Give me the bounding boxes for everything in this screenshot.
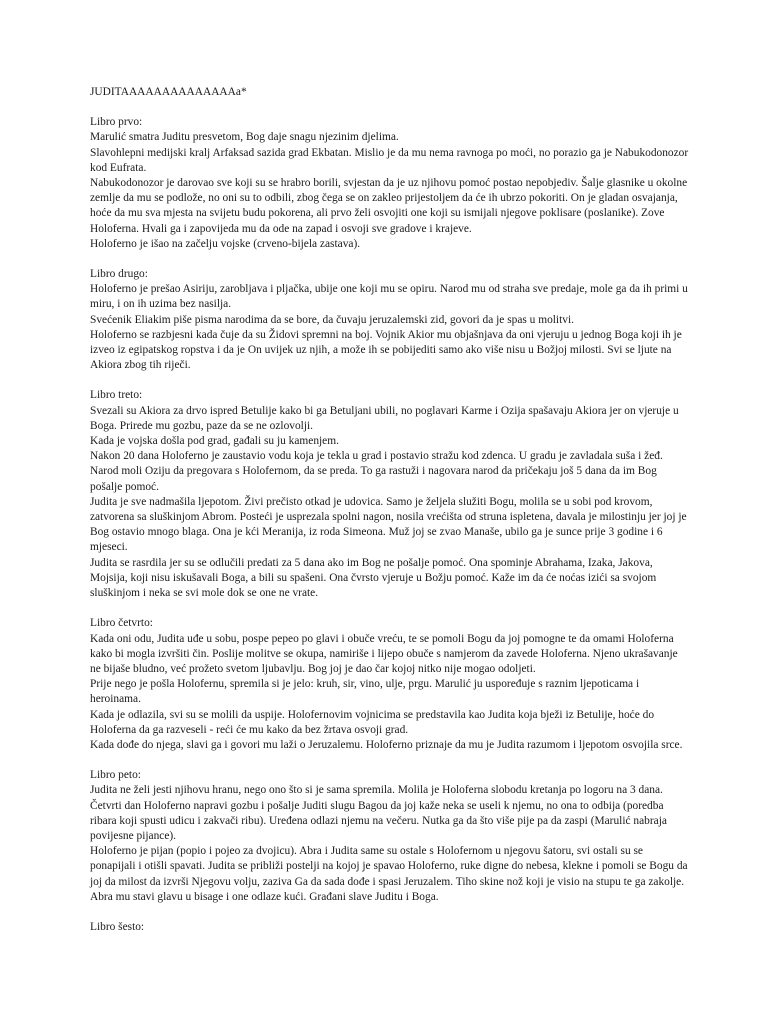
section-heading: Libro šesto: [90,920,145,933]
section-libro-treto [90,388,690,601]
paragraph: Kada je vojska došla pod grad, gađali su ju kamenjem. [90,435,339,448]
paragraph: Nakon 20 dana Holoferno je zaustavio vodu koja je tekla u grad i postavio stražu kod zdenca. U gradu je zavladala suša i žeđ. Narod moli Oziju da pregovara s Holofernom, da se preda. To ga rastuži i nagovara narod da pričekaju još 5 dana da im Bog pošalje pomoć. [90,450,663,493]
document-page [90,85,690,950]
paragraph: Holoferno je pijan (popio i pojeo za dvojicu). Abra i Judita same su ostale s Holofernom u njegovu šatoru, svi ostali su se ponapijali i otišli spavati. Judita se približi postelji na kojoj je spavao Holoferno, ruke digne do nebesa, klekne i pomoli se Bogu da joj da milost da izvrši Njegovu volju, zaziva Ga da sada dođe i spasi Jeruzalem. Tiho skine nož koji je visio na stupu te ga zakolje. Abra mu stavi glavu u bisage i one odlaze kući. Građani slave Juditu i Boga. [90,845,688,903]
paragraph: Holoferno se razbjesni kada čuje da su Židovi spremni na boj. Vojnik Akior mu objašnjava da oni vjeruju u jednog Boga koji ih je izveo iz egipatskog ropstva i da je On uvijek uz njih, a može ih se pobijediti samo ako više nisu u Božjoj milosti. Svi se ljute na Akiora zbog tih riječi. [90,328,682,372]
section-libro-cetvrto [90,616,690,753]
section-heading: Libro prvo: [90,116,143,129]
paragraph: Holoferno je išao na začelju vojske (crveno-bijela zastava). [90,237,361,250]
section-heading: Libro drugo: [90,268,148,281]
section-libro-peto [90,768,690,905]
paragraph: Slavohlepni medijski kralj Arfaksad sazida grad Ekbatan. Mislio je da mu nema ravnoga po moći, no porazio ga je Nabukodonozor kod Eufrata. [90,146,689,174]
paragraph: Nabukodonozor je darovao sve koji su se hrabro borili, svjestan da je uz njihovu pomoć postao nepobjediv. Šalje glasnike u okolne zemlje da mu se podlože, no oni su to odbili, zbog čega se on zakleo prijestoljem da će ih ubrzo pokoriti. On je gladan osvajanja, hoće da mu sva mjesta na svijetu budu pokorena, ali prvo želi osvojiti one koji su ismijali njegove poklisare (poslanike). Zove Holoferna. Hvali ga i zapovijeda mu da ode na zapad i osvoji sve gradove i krajeve. [90,177,688,235]
paragraph: Kada oni odu, Judita uđe u sobu, pospe pepeo po glavi i obuče vreću, te se pomoli Bogu da joj pomogne te da omami Holoferna kako bi mogla izvršiti čin. Poslije molitve se okupa, namiriše i lijepo obuče s namjerom da zavede Holoferna. Njeno ukrašavanje ne bijaše bludno, već prožeto svetom ljubavlju. Bog joj je dao čar kojoj nitko nije mogao odoljeti. [90,632,678,675]
document-title: JUDITAAAAAAAAAAAAAAa* [90,86,247,98]
paragraph: Kada je odlazila, svi su se molili da uspije. Holofernovim vojnicima se predstavila kao Judita koja bježi iz Betulije, hoće do Holoferna da ga razveseli - reći će mu kako da bez žrtava osvoji grad. [90,708,655,736]
section-heading: Libro četvrto: [90,617,153,630]
section-libro-prvo [90,115,690,252]
paragraph: Svezali su Akiora za drvo ispred Betulije kako bi ga Betuljani ubili, no poglavari Karme i Ozija spašavaju Akiora jer on vjeruje u Boga. Prirede mu gozbu, paze da se ne ozlovolji. [90,404,679,432]
paragraph: Judita ne želi jesti njihovu hranu, nego ono što si je sama spremila. Molila je Holoferna slobodu kretanja po logoru na 3 dana. Četvrti dan Holoferno napravi gozbu i pošalje Juditi slugu Bagou da joj kaže neka se useli k njemu, no ona to odbija (poredba ribara koji spusti udicu i zakvači ribu). Uređena odlazi njemu na večeru. Nutka ga da što više pije pa da zaspi (Marulić nabraja povijesne pijance). [90,784,667,842]
section-heading: Libro treto: [90,389,143,402]
paragraph: Holoferno je prešao Asiriju, zarobljava i pljačka, ubije one koji mu se opiru. Narod mu od straha sve predaje, mole ga da ih primi u miru, i on ih uzima bez nasilja. [90,283,688,311]
section-libro-sesto [90,920,690,935]
paragraph: Judita je sve nadmašila ljepotom. Živi prečisto otkad je udovica. Samo je željela služiti Bogu, molila se u sobi pod krovom, zatvorena sa sluškinjom Abrom. Posteći je usprezala spolni nagon, nosila vrećišta od struna ispletena, davala je milostinju jer joj je Bog ostavio mnogo blaga. Ona je kći Meranija, iz roda Simeona. Muž joj se zvao Manaše, ubilo ga je sunce prije 3 godine i 6 mjeseci. [90,495,687,554]
paragraph: Judita se rasrdila jer su se odlučili predati za 5 dana ako im Bog ne pošalje pomoć. Ona spominje Abrahama, Izaka, Jakova, Mojsija, koji nisu iskušavali Boga, a bili su spašeni. Ona čvrsto vjeruje u Božju pomoć. Kaže im da će noćas izići sa svojom sluškinjom i neka se svi mole dok se one ne vrate. [90,556,657,600]
section-libro-drugo [90,267,690,373]
paragraph: Marulić smatra Juditu presvetom, Bog daje snagu njezinim djelima. [90,131,399,144]
paragraph: Prije nego je pošla Holofernu, spremila si je jelo: kruh, sir, vino, ulje, prgu. Marulić ju uspoređuje s raznim ljepoticama i heroinama. [90,678,640,706]
paragraph: Svećenik Eliakim piše pisma narodima da se bore, da čuvaju jeruzalemski zid, govori da je spas u molitvi. [90,313,574,326]
section-heading: Libro peto: [90,769,141,782]
paragraph: Kada dođe do njega, slavi ga i govori mu laži o Jeruzalemu. Holoferno priznaje da mu je Judita razumom i ljepotom osvojila srce. [90,738,683,751]
